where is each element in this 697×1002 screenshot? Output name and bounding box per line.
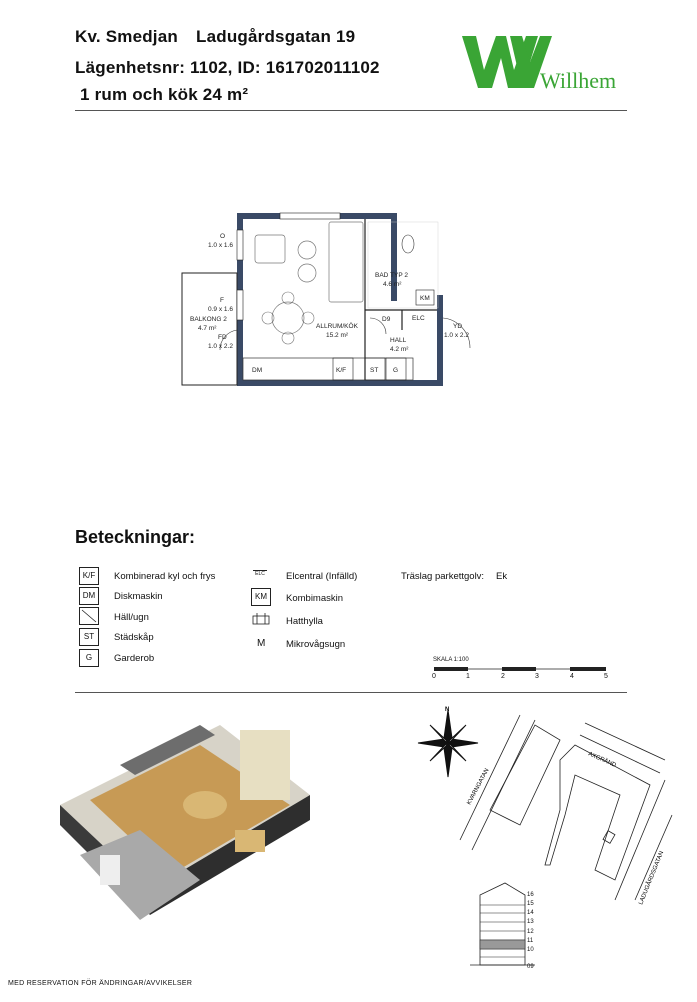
- floor-indicator: [470, 875, 560, 975]
- svg-text:DM: DM: [252, 367, 263, 374]
- floor-label-11: 11: [527, 938, 534, 944]
- svg-text:ALLRUM/KÖK: ALLRUM/KÖK: [316, 323, 358, 330]
- legend-label-m: Mikrovågsugn: [286, 639, 346, 650]
- floor-plan: [180, 210, 469, 390]
- legend-label-st: Städskåp: [114, 632, 154, 643]
- footer-disclaimer: MED RESERVATION FÖR ÄNDRINGAR/AVVIKELSER: [8, 980, 193, 987]
- scale-tick-3: 3: [535, 673, 539, 680]
- compass-icon: [418, 710, 478, 777]
- legend-code-kf: K/F: [79, 567, 99, 585]
- legend-label-g: Garderob: [114, 653, 155, 664]
- willhem-w-mark: [462, 36, 552, 88]
- floor-label-10: 10: [527, 947, 534, 953]
- scale-tick-1: 1: [466, 673, 470, 680]
- legend-code-dm: DM: [79, 587, 99, 605]
- svg-text:4.7 m²: 4.7 m²: [198, 325, 217, 332]
- floor-label-13: 13: [527, 919, 534, 925]
- svg-text:HALL: HALL: [390, 337, 407, 344]
- address-block-name: Kv. Smedjan: [75, 27, 178, 46]
- floor-label-09: 09: [527, 964, 534, 970]
- plan-walls: [237, 213, 443, 386]
- highlighted-floor: [480, 940, 525, 949]
- floor-label-15: 15: [527, 901, 534, 907]
- svg-text:4.2 m²: 4.2 m²: [390, 346, 409, 353]
- scale-tick-4: 4: [570, 673, 574, 680]
- street-axgrand: AXGRÄND: [587, 751, 617, 769]
- legend-label-dm: Diskmaskin: [114, 591, 163, 602]
- willhem-logo: [462, 32, 627, 96]
- scale-tick-0: 0: [432, 673, 436, 680]
- svg-text:ELC: ELC: [412, 315, 425, 322]
- header-divider: [75, 110, 627, 111]
- address-street: Ladugårdsgatan 19: [196, 27, 356, 46]
- svg-text:ST: ST: [370, 367, 379, 374]
- legend-code-m: M: [257, 638, 266, 649]
- compass-north-label: N: [445, 707, 450, 713]
- kitchen-counter: [243, 358, 413, 380]
- svg-text:FD: FD: [218, 334, 227, 341]
- legend-divider: [75, 692, 627, 693]
- armchair: [255, 235, 285, 263]
- apartment-size: 1 rum och kök 24 m²: [80, 85, 249, 104]
- legend-code-g: G: [79, 649, 99, 667]
- svg-text:1.0 x 1.6: 1.0 x 1.6: [208, 242, 233, 249]
- svg-text:D9: D9: [382, 316, 391, 323]
- svg-text:0.9 x 1.6: 0.9 x 1.6: [208, 306, 233, 313]
- legend-label-km: Kombimaskin: [286, 593, 344, 604]
- apartment-3d-view: [50, 705, 330, 970]
- legend-code-elc: ELC: [253, 570, 267, 577]
- scale-bar: [434, 665, 609, 673]
- legend-label-elc: Elcentral (Infälld): [286, 571, 358, 582]
- svg-text:4.6 m²: 4.6 m²: [383, 281, 402, 288]
- legend-icon-hatshelf: [252, 612, 270, 626]
- svg-text:BALKONG 2: BALKONG 2: [190, 316, 227, 323]
- svg-text:1.0 x 2.2: 1.0 x 2.2: [208, 343, 233, 350]
- floor-material-label: Träslag parkettgolv:: [401, 571, 485, 582]
- floor-label-14: 14: [527, 910, 534, 916]
- scale-title: SKALA 1:100: [433, 657, 469, 663]
- svg-text:F: F: [220, 297, 224, 304]
- svg-text:KM: KM: [420, 295, 430, 302]
- street-ladugardsgatan: LADUGÅRDSGATAN: [638, 850, 666, 906]
- willhem-logo-text: Willhem: [540, 68, 617, 93]
- legend-title: Beteckningar:: [75, 527, 196, 547]
- svg-text:O: O: [220, 233, 226, 240]
- floor-label-12: 12: [527, 929, 534, 935]
- toilet: [402, 235, 414, 253]
- legend-label-hob: Häll/ugn: [114, 612, 149, 623]
- legend-label-kf: Kombinerad kyl och frys: [114, 571, 216, 582]
- legend-code-st: ST: [79, 628, 99, 646]
- dining-table: [272, 302, 304, 334]
- legend-icon-hob: [79, 607, 99, 625]
- svg-text:1.0 x 2.2: 1.0 x 2.2: [444, 332, 469, 339]
- svg-text:15.2 m²: 15.2 m²: [326, 332, 349, 339]
- apartment-number: Lägenhetsnr: 1102, ID: 161702011102: [75, 58, 380, 77]
- svg-text:YD: YD: [453, 323, 463, 330]
- scale-tick-2: 2: [501, 673, 505, 680]
- floor-label-16: 16: [527, 892, 534, 898]
- scale-tick-5: 5: [604, 673, 608, 680]
- street-kvarngatan: KVARNGATAN: [466, 767, 491, 806]
- legend-code-km: KM: [251, 588, 271, 606]
- legend-label-hatshelf: Hatthylla: [286, 616, 323, 627]
- svg-text:K/F: K/F: [336, 367, 347, 374]
- svg-text:BAD TYP 2: BAD TYP 2: [375, 272, 408, 279]
- svg-text:G: G: [393, 367, 399, 374]
- floor-material-value: Ek: [496, 571, 508, 582]
- sofa: [329, 222, 363, 302]
